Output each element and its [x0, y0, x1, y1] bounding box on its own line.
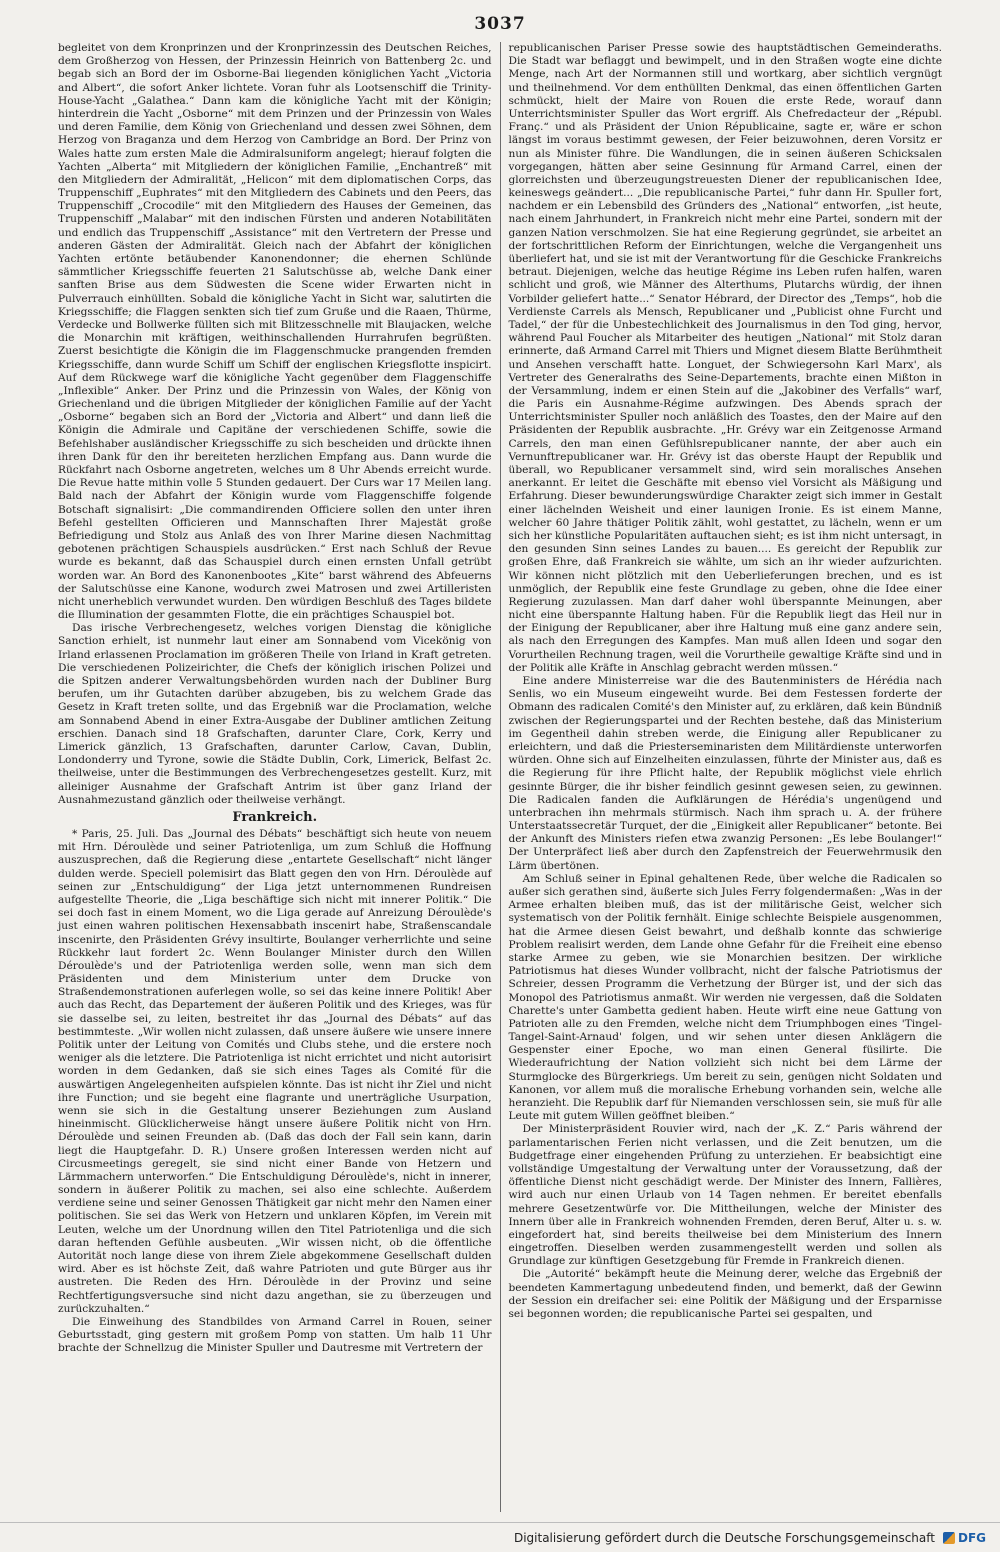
article-paragraph: Das irische Verbrechengesetz, welches vorigen Dienstag die königliche Sanction erhielt, ist nunmehr laut einer am Sonnabend vom Vicekönig von Irland erlassenen Proclamation im größeren Theile von Irland in Kraft getreten. Die verschiedenen Polizeirichter, die Chefs der königlich irischen Polizei und die Spitzen anderer Verwaltungsbehörden wurden nach der Dubliner Burg berufen, um ihr Gutachten darüber abzugeben, bis zu welchem Grade das Gesetz in Kraft treten sollte, und das Ergebniß war die Proclamation, welche am Sonnabend Abend in einer Extra-Ausgabe der Dubliner amtlichen Zeitung erschien. Danach sind 18 Grafschaften, darunter Clare, Cork, Kerry und Limerick gänzlich, 13 Grafschaften, darunter Carlow, Cavan, Dublin, Londonderry und Tyrone, sowie die Städte Dublin, Cork, Limerick, Belfast 2c. theilweise, unter die Bestimmungen des Verbrechengesetzes gestellt. Kurz, mit alleiniger Ausnahme der Grafschaft Antrim ist über ganz Irland der Ausnahmezustand gänzlich oder theilweise verhängt.: [58, 622, 492, 806]
article-paragraph: Der Ministerpräsident Rouvier wird, nach der „K. Z.“ Paris während der parlamentarischen Ferien nicht verlassen, und die Zeit benutzen, um die Budgetfrage einer eingehenden Prüfung zu unterziehen. Er beabsichtigt eine vollständige Umgestaltung der Verwaltung unter der Voraussetzung, daß der öffentliche Dienst nicht geschädigt werde. Der Minister des Innern, Fallières, wird auch nur einen Urlaub von 14 Tagen nehmen. Er bereitet ebenfalls mehrere Gesetzentwürfe vor. Die Mittheilungen, welche der Minister des Innern über alle in Frankreich wohnenden Fremden, deren Beruf, Alter u. s. w. eingefordert hat, sind bereits theilweise bei dem Ministerium des Innern eingetroffen. Dieselben werden zusammengestellt werden und sollen als Grundlage zur künftigen Gesetzgebung für Fremde in Frankreich dienen.: [508, 1123, 942, 1268]
dfg-logo[interactable]: [943, 1531, 986, 1545]
dfg-logo-icon: [943, 1532, 955, 1544]
dfg-logo-text: DFG: [957, 1530, 986, 1545]
article-paragraph: Die Einweihung des Standbildes von Armand Carrel in Rouen, seiner Geburtsstadt, ging gestern mit großem Pomp von statten. Um halb 11 Uhr brachte der Schnellzug die Minister Spuller und Dautresme mit Vertretern der: [58, 1315, 492, 1355]
funding-notice: Digitalisierung gefördert durch die Deutsche Forschungsgemeinschaft: [513, 1530, 935, 1545]
article-paragraph: Eine andere Ministerreise war die des Bautenministers de Hérédia nach Senlis, wo ein Museum eingeweiht wurde. Bei dem Festessen forderte der Obmann des radicalen Comité's den Minister auf, zu erklären, daß kein Bündniß zwischen der Regierungspartei und der Rechten bestehe, daß das Ministerium im Gegentheil dahin streben werde, die Einigung aller Republicaner zu erleichtern, und daß die Priesterseminaristen dem Militärdienste unterworfen würden. Ohne sich auf Einzelheiten einzulassen, führte der Minister aus, daß es die Regierung für ihre Pflicht halte, der Republik möglichst viele ehrlich gesinnte Bürger, die ihr bisher feindlich gesinnt gewesen seien, zu gewinnen. Die Radicalen fanden die Aufklärungen de Hérédia's ungenügend und unterbrachen ihn mehrmals stürmisch. Nach ihm sprach u. A. der frühere Unterstaatssecretär Turquet, der die „Einigkeit aller Republicaner“ betonte. Bei der Ankunft des Ministers riefen etwa zwanzig Personen: „Es lebe Boulanger!“ Der Unterpräfect ließ aber durch den Zapfenstreich der Feuerwehrmusik den Lärm übertönen.: [508, 675, 942, 872]
article-paragraph: * Paris, 25. Juli. Das „Journal des Débats“ beschäftigt sich heute von neuem mit Hrn. Déroulède und seiner Patriotenliga, um zum Schluß die Hoffnung auszusprechen, daß die Regierung diese „entartete Gesellschaft“ nicht länger dulden werde. Speciell polemisirt das Blatt gegen den von Hrn. Déroulède auf seinen zur „Entschuldigung“ der Liga jetzt unternommenen Rundreisen aufgestellte Theorie, die „Liga beschäftige sich nicht mit innerer Politik.“ Die sei doch fast in einem Moment, wo die Liga gerade auf Anreizung Déroulède's just einen wahren politischen Hexensabbath inscenirt habe, Straßenscandale inscenirte, den Präsidenten Grévy insultirte, Boulanger verherrlichte und seine Rückkehr laut fordert 2c. Wenn Boulanger Minister durch den Willen Déroulède's und der Patriotenliga werden solle, wenn man sich dem Präsidenten und dem Ministerium unter dem Drucke von Straßendemonstrationen auferlegen wolle, so sei das keine innere Politik! Aber auch das Recht, das Departement der äußeren Politik und des Krieges, was für sie dasselbe sei, zu leiten, bestreitet ihr das „Journal des Débats“ auf das bestimmteste. „Wir wollen nicht zulassen, daß unsere äußere wie unsere innere Politik unter der Leitung von Comités und Clubs stehe, und die erstere noch weniger als die letztere. Die Patriotenliga ist nicht errichtet und nicht autorisirt worden in dem Gedanken, daß sie sich eines Tages als Comité für die auswärtigen Angelegenheiten aufspielen könnte. Das ist nicht ihr Ziel und nicht ihre Function; und sie begeht eine flagrante und unerträgliche Usurpation, wenn sie sich in die Gestaltung unserer Beziehungen zum Ausland hineinmischt. Glücklicherweise hängt unsere äußere Politik nicht von Hrn. Déroulède und seinen Freunden ab. (Daß das doch der Fall sein kann, darin liegt die Hauptgefahr. D. R.) Unsere großen Interessen werden nicht auf Circusmeetings geregelt, sie sind nicht einer Bande von Hetzern und Lärmmachern unterworfen.“ Die Entschuldigung Déroulède's, nicht in innerer, sondern in äußerer Politik zu machen, sei also eine schlechte. Außerdem verdiene seine und seiner Genossen Thätigkeit gar nicht mehr den Namen einer politischen. Sie sei das Werk von Hetzern und unklaren Köpfen, im Verein mit Leuten, welche um der Unordnung willen den Titel Patriotenliga und die sich daran heftenden Gefühle ausbeuten. „Wir wissen nicht, ob die öffentliche Autorität noch lange diese von ihrem Ziele abgekommene Gesellschaft dulden wird. Aber es ist höchste Zeit, daß wahre Patrioten und gute Bürger aus ihr austreten. Die Reden des Hrn. Déroulède in der Provinz und seine Rechtfertigungsversuche sind nicht dazu angethan, sie zu überzeugen und zurückzuhalten.“: [58, 828, 492, 1315]
article-paragraph: Am Schluß seiner in Epinal gehaltenen Rede, über welche die Radicalen so außer sich gerathen sind, äußerte sich Jules Ferry folgendermaßen: „Was in der Armee erhalten bleiben muß, das ist der militärische Geist, welcher sich systematisch von der Politik fernhält. Einige schlechte Beispiele ausgenommen, hat die Armee diesen Geist bewahrt, und deßhalb konnte das schwierige Problem realisirt werden, dem Lande ohne Gefahr für die Freiheit eine ebenso starke Armee zu geben, wie sie Monarchien besitzen. Der wirkliche Patriotismus hat dieses Wunder vollbracht, nicht der falsche Patriotismus der Schreier, dessen Programm die Verhetzung der Bürger ist, und der sich das Monopol des Patriotismus anmaßt. Wir werden nie vergessen, daß die Soldaten Charette's unter Gambetta gedient haben. Heute wirft eine neue Gattung von Patrioten alle zu den Fremden, welche nicht dem Triumphbogen eines 'Tingel-Tangel-Saint-Arnaud' folgen, und wir sehen unter diesen Anklägern die Gespenster einer Epoche, wo man einen General füsilirte. Die Wiederaufrichtung der Nation vollzieht sich nicht bei dem Lärme der Sturmglocke des Bürgerkriegs. Um bereit zu sein, genügen nicht Soldaten und Kanonen, vor allem muß die moralische Erhebung vorhanden sein, welche alle heranzieht. Die Republik darf für Niemanden verschlossen sein, sie muß für alle Leute mit gutem Willen geöffnet bleiben.“: [508, 872, 942, 1123]
article-paragraph: begleitet von dem Kronprinzen und der Kronprinzessin des Deutschen Reiches, dem Großherzog von Hessen, der Prinzessin Heinrich von Battenberg 2c. und begab sich an Bord der im Osborne-Bai liegenden königlichen Yacht „Victoria and Albert“, die sofort Anker lichtete. Voran fuhr als Lootsenschiff die Trinity-House-Yacht „Galathea.“ Dann kam die königliche Yacht mit der Königin; hinterdrein die Yacht „Osborne“ mit dem Prinzen und der Prinzessin von Wales und deren Familie, dem König von Griechenland und dessen zwei Söhnen, dem Herzog von Braganza und dem Herzog von Cambridge an Bord. Der Prinz von Wales hatte zum ersten Male die Admiralsuniform angelegt; hierauf folgten die Yachten „Alberta“ mit Mitgliedern der königlichen Familie, „Enchantreß“ mit den Mitgliedern der Admiralität, „Helicon“ mit dem diplomatischen Corps, das Truppenschiff „Euphrates“ mit den Mitgliedern des Cabinets und den Peers, das Truppenschiff „Crocodile“ mit den Mitgliedern des Hauses der Gemeinen, das Truppenschiff „Malabar“ mit den indischen Fürsten und anderen Notabilitäten und endlich das Truppenschiff „Assistance“ mit den Vertretern der Presse und anderen Gästen der Admiralität. Gleich nach der Abfahrt der königlichen Yachten ertönte betäubender Kanonendonner; die ehernen Schlünde sämmtlicher Kriegsschiffe feuerten 21 Salutschüsse ab, welche Dank einer sanften Brise aus dem Südwesten die Scene wider Erwarten nicht in Pulverrauch einhüllten. Sobald die königliche Yacht in Sicht war, salutirten die Kriegsschiffe; die Flaggen senkten sich tief zum Gruße und die Raaen, Thürme, Verdecke und Bollwerke füllten sich mit Blitzesschnelle mit Blaujacken, welche die Monarchin mit kräftigen, weithinschallenden Hurrahrufen begrüßten. Zuerst besichtigte die Königin die im Flaggenschmucke prangenden fremden Kriegsschiffe, dann wurde Schiff um Schiff der englischen Kriegsflotte inspicirt. Auf dem Rückwege warf die königliche Yacht gegenüber dem Flaggenschiffe „Inflexible“ Anker. Der Prinz und die Prinzessin von Wales, der König von Griechenland und die übrigen Mitglieder der königlichen Familie auf der Yacht „Osborne“ begaben sich an Bord der „Victoria and Albert“ und dann ließ die Königin die Admirale und Capitäne der verschiedenen Schiffe, sowie die Befehlshaber ausländischer Kriegsschiffe zu sich bescheiden und drückte ihnen ihren Dank für den ihr bereiteten herzlichen Empfang aus. Dann wurde die Rückfahrt nach Osborne angetreten, welches um 8 Uhr Abends erreicht wurde. Die Revue hatte mithin volle 5 Stunden gedauert. Der Curs war 17 Meilen lang. Bald nach der Abfahrt der Königin wurde vom Flaggenschiffe folgende Botschaft signalisirt: „Die commandirenden Officiere sollen den unter ihren Befehl gestellten Officieren und Mannschaften Ihrer Majestät große Befriedigung und Stolz aus Anlaß des von Ihrer Marine diesen Nachmittag gebotenen prächtigen Schauspiels ausdrücken.“ Erst nach Schluß der Revue wurde es bekannt, daß das Schauspiel durch einen ernsten Unfall getrübt worden war. An Bord des Kanonenbootes „Kite“ barst während des Abfeuerns der Salutschüsse eine Kanone, wodurch zwei Matrosen und zwei Artilleristen nicht unerheblich verwundet wurden. Den würdigen Beschluß des Tages bildete die Illumination der gesammten Flotte, die ein prächtiges Schauspiel bot.: [58, 42, 492, 622]
left-column: [50, 42, 500, 1512]
section-heading: Frankreich.: [232, 809, 318, 825]
article-paragraph: Die „Autorité“ bekämpft heute die Meinung derer, welche das Ergebniß der beendeten Kammertagung unbedeutend finden, und bemerkt, daß der Gewinn der Session ein dreifacher sei: eine Politik der Mäßigung und der Ersparnisse sei begonnen worden; die republicanische Partei sei gespalten, und: [508, 1268, 942, 1320]
article-paragraph: republicanischen Pariser Presse sowie des hauptstädtischen Gemeinderaths. Die Stadt war beflaggt und bewimpelt, und in den Straßen wogte eine dichte Menge, nach Art der Normannen still und wortkarg, aber sichtlich vergnügt und theilnehmend. Vor dem enthüllten Denkmal, das einen öffentlichen Garten schmückt, hielt der Maire von Rouen die erste Rede, worauf dann Unterrichtsminister Spuller das Wort ergriff. Als Chefredacteur der „Républ. Franç.“ und als Präsident der Union Républicaine, sagte er, wäre er schon längst im voraus bestimmt gewesen, der Feier beizuwohnen, deren Vorsitz er nun als Minister führe. Die Wandlungen, die in seinen äußeren Schicksalen vorgegangen, hätten aber seine Gesinnung für Armand Carrel, einen der glorreichsten und überzeugungstreuesten Diener der republicanischen Idee, keineswegs geändert... „Die republicanische Partei,“ fuhr dann Hr. Spuller fort, nachdem er ein Lebensbild des Gründers des „National“ entworfen, „ist heute, nach einem Jahrhundert, in Frankreich nicht mehr eine Partei, sondern mit der ganzen Nation verschmolzen. Sie hat eine Regierung gegründet, sie arbeitet an der fortschrittlichen Reform der Einrichtungen, welche die Vergangenheit uns überliefert hat, und sie ist mit der Verantwortung für die Geschicke Frankreichs betraut. Diejenigen, welche das heutige Régime ins Leben rufen halfen, waren schlicht und groß, wie Männer des Alterthums, Plutarchs würdig, der ihnen Vorbilder geliefert hatte...“ Senator Hébrard, der Director des „Temps“, hob die Verdienste Carrels als Mensch, Republicaner und „Publicist ohne Furcht und Tadel,“ der für die Unbestechlichkeit des Journalismus in den Tod ging, hervor, während Paul Foucher als Mitarbeiter des heutigen „National“ mit Stolz daran erinnerte, daß Armand Carrel mit Thiers und Mignet diesem Blatte Berühmtheit und Ansehen verschafft hatte. Longuet, der Schwiegersohn Karl Marx', als Vertreter des Generalraths des Seine-Departements, brachte einen Mißton in der Versammlung, indem er einen Stein auf die „Jakobiner des Verfalls“ warf, die Paris ein Ausnahme-Régime aufzwingen. Des Abends sprach der Unterrichtsminister Spuller noch anläßlich des Toastes, den der Maire auf den Präsidenten der Republik ausbrachte. „Hr. Grévy war ein Zeitgenosse Armand Carrels, den man einen Gefühlsrepublicaner nannte, der aber auch ein Vernunftrepublicaner war. Hr. Grévy ist das oberste Haupt der Republik und überall, wo Republicaner versammelt sind, wird sein moralisches Ansehen anerkannt. Er leitet die Geschäfte mit ebenso viel Vorsicht als Mäßigung und Erfahrung. Dieser bewunderungswürdige Charakter zeigt sich immer in Gestalt einer lächelnden Weisheit und einer launigen Ironie. Es ist einem Manne, welcher 60 Jahre thätiger Politik zählt, wohl gestattet, zu lächeln, wenn er um sich her künstliche Popularitäten auftauchen sieht; es ist ihm nicht untersagt, in den gesunden Sinn seines Landes zu bauen.... Es gereicht der Republik zur großen Ehre, daß Frankreich sie wählte, um sich an ihr wieder aufzurichten. Wir können nicht plötzlich mit den Ueberlieferungen brechen, und es ist unmöglich, der Republik eine feste Grundlage zu geben, ohne die Idee einer Regierung zuzulassen. Man darf daher wohl überspannte Meinungen, aber nicht eine überspannte Haltung haben. Für die Republik liegt das Heil nur in der Einigung der Republicaner, aber ihre Haltung muß eine ganz andere sein, als nach den Erregungen des Kampfes. Man muß allen Ideen und sogar den Vorurtheilen Rechnung tragen, weil die Vorurtheile gewaltige Kräfte sind und in der Politik alle Kräfte in Anschlag gebracht werden müssen.“: [508, 42, 942, 674]
footer-bar: [0, 1522, 1000, 1552]
text-columns: [50, 42, 950, 1512]
page-number: 3037: [474, 14, 526, 34]
right-column: [501, 42, 951, 1512]
